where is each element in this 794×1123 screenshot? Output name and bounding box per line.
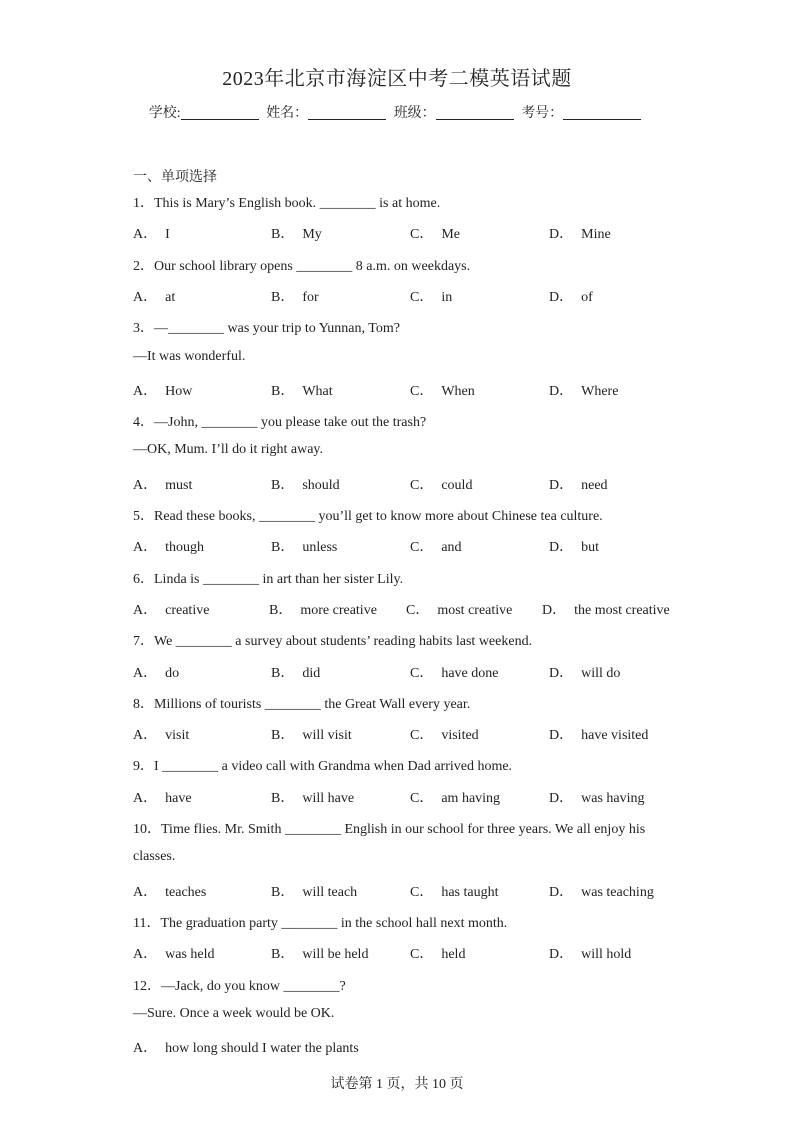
option-text: visited — [441, 728, 479, 744]
class-blank[interactable] — [436, 105, 514, 120]
option-text: was held — [165, 947, 215, 963]
option-a[interactable] — [133, 662, 179, 682]
options-row — [133, 536, 673, 556]
option-a[interactable] — [133, 223, 170, 243]
option-a[interactable] — [133, 380, 192, 400]
question-stem: 10．Time flies. Mr. Smith ________ English in our school for three years. We all enjoy his — [133, 822, 646, 837]
options-row — [133, 724, 673, 744]
option-text: need — [581, 477, 608, 493]
option-letter: C． — [410, 790, 434, 806]
option-text: the most creative — [574, 602, 670, 618]
name-blank[interactable] — [308, 105, 386, 120]
option-text: visit — [165, 728, 190, 744]
question-stem: 1．This is Mary’s English book. ________ is at home. — [133, 196, 441, 211]
option-text: Mine — [581, 227, 611, 243]
option-a[interactable] — [133, 536, 204, 556]
option-b[interactable] — [271, 943, 368, 963]
option-text: have — [165, 790, 192, 806]
option-text: creative — [165, 602, 210, 618]
student-info-row — [0, 102, 794, 122]
option-letter: B． — [271, 540, 295, 556]
option-a[interactable] — [133, 286, 175, 306]
options-row — [133, 943, 673, 963]
page-title: 2023年北京市海淀区中考二模英语试题 — [222, 68, 572, 90]
option-c[interactable] — [410, 943, 465, 963]
option-letter: B． — [271, 383, 295, 399]
option-c[interactable] — [410, 286, 452, 306]
option-text: how long should I water the plants — [165, 1041, 359, 1057]
option-c[interactable] — [410, 380, 475, 400]
option-text: will be held — [302, 947, 369, 963]
option-text: though — [165, 540, 205, 556]
question-stem: 5．Read these books, ________ you’ll get to know more about Chinese tea culture. — [133, 509, 603, 524]
option-c[interactable] — [410, 662, 499, 682]
option-letter: D． — [549, 728, 574, 744]
option-letter: C． — [410, 884, 434, 900]
option-c[interactable] — [410, 223, 460, 243]
option-letter: D． — [549, 884, 574, 900]
option-d[interactable] — [549, 223, 611, 243]
option-text: I — [165, 227, 170, 243]
option-letter: B． — [269, 602, 293, 618]
option-letter: C． — [410, 728, 434, 744]
option-letter: A． — [133, 602, 158, 618]
options-row — [133, 223, 673, 243]
option-text: at — [165, 289, 176, 305]
option-letter: D． — [549, 289, 574, 305]
option-c[interactable] — [406, 599, 512, 619]
option-text: Where — [581, 383, 619, 399]
name-label: 姓名： — [266, 106, 309, 121]
option-text: have done — [441, 665, 499, 681]
option-a[interactable] — [133, 1037, 359, 1057]
option-c[interactable] — [410, 536, 462, 556]
options-row — [133, 787, 673, 807]
question-stem: 12．—Jack, do you know ________? — [133, 978, 346, 994]
option-text: When — [441, 383, 475, 399]
option-letter: C． — [410, 227, 434, 243]
options-row — [133, 1037, 673, 1057]
options-row — [133, 474, 673, 494]
option-text: could — [441, 477, 473, 493]
option-text: for — [302, 289, 319, 305]
option-letter: D． — [549, 665, 574, 681]
option-text: in — [441, 289, 453, 305]
option-d[interactable] — [549, 724, 648, 744]
option-b[interactable] — [271, 787, 354, 807]
option-letter: D． — [542, 602, 567, 618]
question-stem: 7．We ________ a survey about students’ reading habits last weekend. — [133, 634, 533, 650]
question-stem: 11．The graduation party ________ in the school hall next month. — [133, 915, 508, 931]
option-text: held — [441, 947, 466, 963]
option-text: was having — [581, 790, 645, 806]
options-row — [133, 881, 673, 901]
option-letter: C． — [410, 383, 434, 399]
option-text: and — [441, 540, 462, 556]
option-text: but — [581, 540, 600, 556]
option-text: do — [165, 665, 180, 681]
option-text: more creative — [300, 602, 377, 618]
option-b[interactable] — [271, 286, 319, 306]
option-text: have visited — [581, 728, 649, 744]
option-text: did — [302, 665, 321, 681]
option-letter: B． — [271, 728, 295, 744]
option-letter: C． — [406, 602, 430, 618]
option-letter: A． — [133, 477, 158, 493]
question-stem: 6．Linda is ________ in art than her sister Lily. — [133, 571, 404, 587]
option-b[interactable] — [271, 662, 320, 682]
options-row — [133, 286, 673, 306]
option-letter: D． — [549, 790, 574, 806]
option-letter: A． — [133, 383, 158, 399]
options-row — [133, 599, 673, 619]
option-a[interactable] — [133, 474, 192, 494]
option-text: most creative — [437, 602, 513, 618]
class-label: 班级： — [393, 106, 436, 121]
option-b[interactable] — [269, 599, 377, 619]
option-a[interactable] — [133, 724, 189, 744]
question-stem: 3．—________ was your trip to Yunnan, Tom? — [133, 321, 400, 337]
option-b[interactable] — [271, 724, 352, 744]
option-text: has taught — [441, 884, 499, 900]
option-c[interactable] — [410, 474, 472, 494]
option-letter: D． — [549, 947, 574, 963]
option-text: was teaching — [581, 884, 654, 900]
exam-number-label: 考号： — [521, 106, 564, 121]
option-letter: B． — [271, 884, 295, 900]
option-text: How — [165, 383, 193, 399]
option-letter: A． — [133, 665, 158, 681]
option-letter: C． — [410, 665, 434, 681]
option-text: will do — [581, 665, 621, 681]
school-blank[interactable] — [181, 105, 259, 120]
option-a[interactable] — [133, 599, 209, 619]
option-d[interactable] — [542, 599, 670, 619]
option-text: will visit — [302, 728, 352, 744]
option-text: unless — [302, 540, 338, 556]
option-d[interactable] — [549, 474, 608, 494]
option-letter: C． — [410, 289, 434, 305]
exam-number-blank[interactable] — [563, 105, 641, 120]
option-text: must — [165, 477, 193, 493]
page-footer: 试卷第 1 页，共 10 页 — [330, 1077, 464, 1092]
school-label: 学校: — [148, 106, 181, 121]
question-reply: —It was wonderful. — [133, 348, 246, 364]
option-text: My — [302, 227, 322, 243]
option-a[interactable] — [133, 881, 206, 901]
question-stem: 8．Millions of tourists ________ the Great Wall every year. — [133, 696, 471, 712]
option-text: teaches — [165, 884, 207, 900]
option-b[interactable] — [271, 380, 333, 400]
option-letter: A． — [133, 227, 158, 243]
section-title: 一、单项选择 — [133, 170, 217, 185]
option-letter: D． — [549, 227, 574, 243]
option-text: Me — [441, 227, 461, 243]
option-letter: D． — [549, 540, 574, 556]
option-text: will have — [302, 790, 355, 806]
option-c[interactable] — [410, 724, 479, 744]
option-d[interactable] — [549, 380, 618, 400]
option-d[interactable] — [549, 881, 654, 901]
option-c[interactable] — [410, 787, 500, 807]
option-letter: D． — [549, 383, 574, 399]
option-text: should — [302, 477, 340, 493]
question-stem: 2．Our school library opens ________ 8 a.m. on weekdays. — [133, 258, 471, 274]
option-d[interactable] — [549, 536, 599, 556]
option-letter: A． — [133, 540, 158, 556]
option-a[interactable] — [133, 943, 215, 963]
options-row — [133, 380, 673, 400]
option-d[interactable] — [549, 286, 593, 306]
option-letter: A． — [133, 1041, 158, 1057]
option-text: am having — [441, 790, 501, 806]
option-text: What — [302, 383, 333, 399]
option-a[interactable] — [133, 787, 192, 807]
option-letter: B． — [271, 477, 295, 493]
question-reply: —Sure. Once a week would be OK. — [133, 1005, 335, 1021]
option-letter: B． — [271, 289, 295, 305]
question-stem: 4．—John, ________ you please take out the trash? — [133, 415, 427, 431]
option-letter: A． — [133, 790, 158, 806]
option-letter: B． — [271, 947, 295, 963]
option-b[interactable] — [271, 536, 337, 556]
option-letter: A． — [133, 728, 158, 744]
option-text: of — [581, 289, 593, 305]
option-d[interactable] — [549, 662, 620, 682]
option-letter: B． — [271, 665, 295, 681]
option-letter: B． — [271, 790, 295, 806]
option-letter: B． — [271, 227, 295, 243]
option-d[interactable] — [549, 943, 631, 963]
question-stem: 9．I ________ a video call with Grandma when Dad arrived home. — [133, 759, 513, 775]
option-b[interactable] — [271, 223, 322, 243]
option-letter: A． — [133, 289, 158, 305]
option-letter: C． — [410, 947, 434, 963]
options-row — [133, 662, 673, 682]
option-d[interactable] — [549, 787, 645, 807]
option-text: will hold — [581, 947, 632, 963]
question-stem-continued: classes. — [133, 849, 176, 865]
option-letter: A． — [133, 884, 158, 900]
option-b[interactable] — [271, 474, 340, 494]
option-c[interactable] — [410, 881, 499, 901]
option-text: will teach — [302, 884, 358, 900]
option-letter: C． — [410, 540, 434, 556]
option-b[interactable] — [271, 881, 357, 901]
option-letter: C． — [410, 477, 434, 493]
option-letter: A． — [133, 947, 158, 963]
option-letter: D． — [549, 477, 574, 493]
question-reply: —OK, Mum. I’ll do it right away. — [133, 442, 324, 458]
